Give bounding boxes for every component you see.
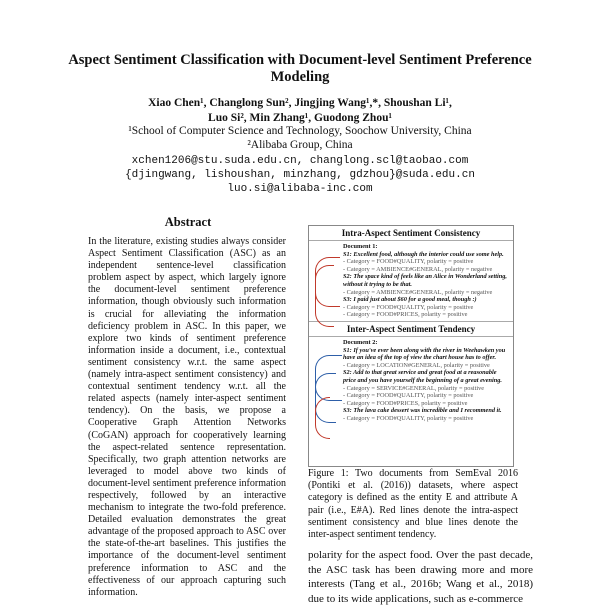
doc2-s3-category-1: - Category = FOOD#QUALITY, polarity = positive	[343, 414, 474, 422]
doc2-sentence-2: S2: Add to that great service and great food at a reasonable price and you have yourself the beginning of a great evening.	[343, 369, 502, 384]
affiliations	[60, 124, 540, 152]
author-list	[60, 96, 540, 125]
document-2-block	[309, 337, 513, 425]
doc2-label: Document 2:	[343, 338, 378, 346]
doc1-s1-category-1: - Category = FOOD#QUALITY, polarity = positive	[343, 258, 474, 266]
doc2-s2-category-1: - Category = SERVICE#GENERAL, polarity = positive	[343, 384, 485, 392]
authors-line-2: Luo Si², Min Zhang¹, Guodong Zhou¹	[208, 111, 392, 124]
section-intra-title: Intra-Aspect Sentiment Consistency	[309, 226, 513, 241]
doc2-s2-category-3: - Category = FOOD#PRICES, polarity = positive	[343, 399, 468, 407]
emails	[60, 154, 540, 196]
doc2-sentence-3: S3: The lava cake dessert was incredible and I recommend it.	[343, 407, 502, 415]
doc1-s3-category-2: - Category = FOOD#PRICES, polarity = positive	[343, 311, 468, 319]
email-line-3: luo.si@alibaba-inc.com	[227, 183, 373, 195]
doc1-s1-category-2: - Category = AMBIENCE#GENERAL, polarity = negative	[343, 265, 493, 273]
email-line-2: {djingwang, lishoushan, minzhang, gdzhou}@suda.edu.cn	[125, 169, 475, 181]
email-line-1: xchen1206@stu.suda.edu.cn, changlong.scl@taobao.com	[131, 155, 469, 167]
doc1-s3-category-1: - Category = FOOD#QUALITY, polarity = positive	[343, 303, 474, 311]
doc1-s2-category-1: - Category = AMBIENCE#GENERAL, polarity = negative	[343, 288, 493, 296]
affiliation-1: ¹School of Computer Science and Technology, Soochow University, China	[128, 125, 472, 137]
intra-arc	[315, 397, 330, 439]
doc1-sentence-3: S3: I paid just about $60 for a good meal, though :)	[343, 296, 477, 304]
doc2-sentence-1: S1: If you've ever been along with the river in Weehawken you have an idea of the top of view the chart house has to offer.	[343, 346, 506, 362]
paper-title: Aspect Sentiment Classification with Document-level Sentiment Preference Modeling	[68, 52, 532, 85]
abstract-text: In the literature, existing studies always consider Aspect Sentiment Classification (ASC) as an independent sentence-level classification problem aspect by aspect, which largely ignore the document-level sentiment preference information, though obviously such information is crucial for alleviating the information deficiency problem in ASC. In this paper, we explore two kinds of sentiment preference information inside a document, i.e., contextual sentiment consistency w.r.t. the same aspect (namely intra-aspect sentiment consistency) and contextual sentiment tendency w.r.t. all the related aspects (namely inter-aspect sentiment tendency). On the basis, we propose a Cooperative Graph Attention Networks (CoGAN) approach for cooperatively learning the aspect-related sentence representation. Specifically, two graph attention networks are leveraged to model above two kinds of document-level sentiment preference information respectively, followed by an interactive mechanism to integrate the two-fold preference. Detailed evaluation demonstrates the great advantage of the proposed approach to ASC over the state-of-the-art baselines. This justifies the importance of the document-level sentiment preference information to ASC and the effectiveness of our approach capturing such information.	[88, 236, 286, 598]
figure-caption: Figure 1: Two documents from SemEval 2016 (Pontiki et al. (2016)) datasets, where aspect category is defined as the entity E and attribute A pair (i.e., E#A). Red lines denote the intra-aspect sentiment consistency and blue lines denote the inter-aspect sentiment tendency.	[308, 468, 518, 541]
abstract-heading: Abstract	[164, 215, 212, 229]
doc2-s2-category-2: - Category = FOOD#QUALITY, polarity = positive	[343, 392, 474, 400]
doc1-sentence-2: S2: The space kind of feels like an Alice in Wonderland setting, without it trying to be that.	[343, 273, 507, 288]
affiliation-2: ²Alibaba Group, China	[247, 139, 353, 151]
document-1-block	[309, 241, 513, 321]
authors-line-1: Xiao Chen¹, Changlong Sun², Jingjing Wang¹,*, Shoushan Li¹,	[148, 97, 452, 109]
doc1-sentence-1: S1: Excellent food, although the interior could use some help.	[343, 250, 504, 258]
doc1-label: Document 1:	[343, 243, 378, 250]
doc2-s1-category-1: - Category = LOCATION#GENERAL, polarity = positive	[343, 361, 490, 369]
body-paragraph: polarity for the aspect food. Over the past decade, the ASC task has been drawing more and more interests (Tang et al., 2016b; Wang et al., 2018) due to its wide applications, such as e-commerce	[308, 549, 533, 605]
section-inter-title: Inter-Aspect Sentiment Tendency	[309, 321, 513, 337]
figure-1	[308, 225, 514, 467]
intra-arc	[315, 265, 334, 327]
